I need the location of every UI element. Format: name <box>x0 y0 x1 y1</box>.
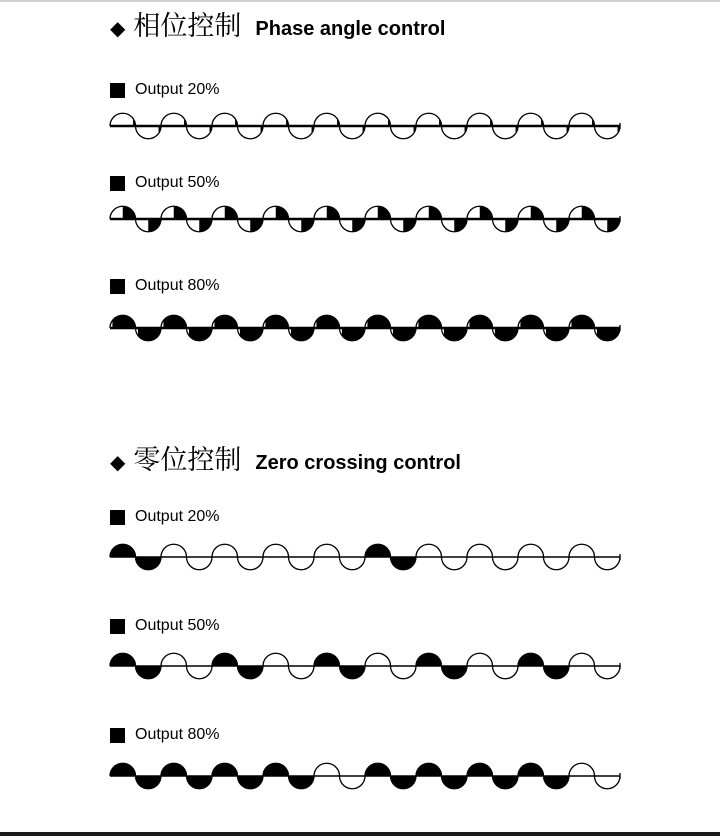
positive-half-cycle <box>212 315 238 328</box>
section-title-en: Phase angle control <box>255 18 446 40</box>
negative-half-cycle-off <box>493 557 519 570</box>
diamond-bullet-icon: ◆ <box>110 450 126 474</box>
positive-half-cycle-on <box>212 653 238 666</box>
section-title-en: Zero crossing control <box>255 452 461 474</box>
positive-half-cycle-off <box>161 653 187 666</box>
square-bullet-icon <box>110 510 125 525</box>
negative-half-cycle <box>595 126 621 139</box>
negative-half-cycle-off <box>289 666 315 679</box>
conduction-fill <box>607 219 620 232</box>
negative-half-cycle <box>187 219 213 232</box>
positive-half-cycle-off <box>365 653 391 666</box>
half-wave-outline <box>314 113 340 126</box>
waveform-zero-20 <box>106 537 620 581</box>
conduction-fill <box>429 206 442 219</box>
half-wave-outline <box>391 126 417 139</box>
positive-half-cycle-off <box>569 763 595 776</box>
half-wave-outline <box>340 126 366 139</box>
square-bullet-icon <box>110 83 125 98</box>
positive-half-cycle-on <box>518 653 544 666</box>
positive-half-cycle <box>110 206 136 219</box>
positive-half-cycle-on <box>416 763 442 776</box>
square-bullet-icon <box>110 279 125 294</box>
positive-half-cycle <box>569 315 595 328</box>
row-label-text: Output 80% <box>135 277 220 294</box>
negative-half-cycle-off <box>595 776 621 789</box>
negative-half-cycle-on <box>289 776 315 789</box>
half-wave-outline <box>365 113 391 126</box>
row-label-phase-80 <box>110 277 220 295</box>
positive-half-cycle-on <box>161 763 187 776</box>
positive-half-cycle <box>416 113 442 126</box>
positive-half-cycle <box>467 206 493 219</box>
waveform-phase-20 <box>106 106 620 150</box>
conduction-fill <box>327 206 340 219</box>
negative-half-cycle-on <box>238 776 264 789</box>
half-wave-outline <box>110 113 136 126</box>
conduction-fill <box>378 206 391 219</box>
negative-half-cycle-off <box>442 557 468 570</box>
waveform-phase-80 <box>106 308 620 352</box>
positive-half-cycle <box>518 113 544 126</box>
positive-half-cycle-on <box>110 763 136 776</box>
row-label-zero-80 <box>110 726 220 744</box>
negative-half-cycle <box>187 328 213 341</box>
negative-half-cycle <box>493 219 519 232</box>
square-bullet-icon <box>110 619 125 634</box>
negative-half-cycle-on <box>391 776 417 789</box>
positive-half-cycle <box>467 315 493 328</box>
negative-half-cycle-on <box>238 666 264 679</box>
conduction-fill <box>199 219 212 232</box>
half-wave-outline <box>518 113 544 126</box>
top-rule <box>0 0 720 2</box>
positive-half-cycle-on <box>314 653 340 666</box>
positive-half-cycle <box>569 206 595 219</box>
conduction-fill <box>276 206 289 219</box>
negative-half-cycle <box>442 328 468 341</box>
positive-half-cycle <box>161 206 187 219</box>
conduction-fill <box>582 206 595 219</box>
conduction-fill <box>403 219 416 232</box>
negative-half-cycle <box>391 328 417 341</box>
conduction-fill <box>505 219 518 232</box>
negative-half-cycle-off <box>238 557 264 570</box>
positive-half-cycle <box>263 113 289 126</box>
diamond-bullet-icon: ◆ <box>110 16 126 40</box>
positive-half-cycle-on <box>110 544 136 557</box>
negative-half-cycle-off <box>340 776 366 789</box>
negative-half-cycle-off <box>595 557 621 570</box>
waveform-zero-80 <box>106 756 620 800</box>
positive-half-cycle-off <box>467 653 493 666</box>
row-label-phase-50 <box>110 174 220 192</box>
half-wave-outline <box>467 113 493 126</box>
positive-half-cycle-off <box>518 544 544 557</box>
positive-half-cycle-on <box>263 763 289 776</box>
positive-half-cycle <box>518 206 544 219</box>
negative-half-cycle-on <box>442 666 468 679</box>
negative-half-cycle <box>289 126 315 139</box>
negative-half-cycle-off <box>493 666 519 679</box>
positive-half-cycle <box>416 315 442 328</box>
negative-half-cycle-on <box>544 666 570 679</box>
negative-half-cycle <box>136 219 162 232</box>
positive-half-cycle-off <box>314 544 340 557</box>
negative-half-cycle <box>493 328 519 341</box>
negative-half-cycle <box>238 219 264 232</box>
positive-half-cycle <box>518 315 544 328</box>
negative-half-cycle <box>238 328 264 341</box>
negative-half-cycle-on <box>136 666 162 679</box>
positive-half-cycle <box>365 315 391 328</box>
positive-half-cycle-off <box>416 544 442 557</box>
negative-half-cycle-off <box>340 557 366 570</box>
row-label-text: Output 20% <box>135 81 220 98</box>
waveform-zero-50 <box>106 646 620 690</box>
positive-half-cycle-off <box>161 544 187 557</box>
negative-half-cycle-off <box>391 666 417 679</box>
positive-half-cycle <box>212 113 238 126</box>
positive-half-cycle <box>416 206 442 219</box>
square-bullet-icon <box>110 176 125 191</box>
row-label-zero-50 <box>110 617 220 635</box>
negative-half-cycle <box>136 126 162 139</box>
positive-half-cycle-on <box>365 763 391 776</box>
negative-half-cycle-on <box>391 557 417 570</box>
negative-half-cycle <box>340 328 366 341</box>
positive-half-cycle-on <box>365 544 391 557</box>
negative-half-cycle <box>136 328 162 341</box>
positive-half-cycle <box>110 315 136 328</box>
conduction-fill <box>148 219 161 232</box>
negative-half-cycle <box>442 126 468 139</box>
negative-half-cycle-on <box>442 776 468 789</box>
square-bullet-icon <box>110 728 125 743</box>
negative-half-cycle <box>187 126 213 139</box>
half-wave-outline <box>289 126 315 139</box>
half-wave-outline <box>263 113 289 126</box>
positive-half-cycle <box>314 113 340 126</box>
conduction-fill <box>352 219 365 232</box>
negative-half-cycle <box>544 219 570 232</box>
half-wave-outline <box>595 126 621 139</box>
conduction-fill <box>301 219 314 232</box>
positive-half-cycle <box>365 206 391 219</box>
positive-half-cycle <box>212 206 238 219</box>
positive-half-cycle-off <box>467 544 493 557</box>
negative-half-cycle-off <box>544 557 570 570</box>
negative-half-cycle <box>595 219 621 232</box>
waveform-phase-50 <box>106 199 620 243</box>
bottom-rule <box>0 832 720 836</box>
positive-half-cycle-on <box>518 763 544 776</box>
positive-half-cycle-on <box>110 653 136 666</box>
section-title-cn: 零位控制 <box>133 445 242 476</box>
row-label-text: Output 50% <box>135 174 220 191</box>
negative-half-cycle-off <box>289 557 315 570</box>
positive-half-cycle-on <box>416 653 442 666</box>
negative-half-cycle-on <box>340 666 366 679</box>
half-wave-outline <box>187 126 213 139</box>
negative-half-cycle-off <box>595 666 621 679</box>
negative-half-cycle-on <box>493 776 519 789</box>
half-wave-outline <box>569 113 595 126</box>
positive-half-cycle <box>161 315 187 328</box>
row-label-zero-20 <box>110 508 220 526</box>
negative-half-cycle-off <box>187 666 213 679</box>
negative-half-cycle <box>289 219 315 232</box>
positive-half-cycle-on <box>212 763 238 776</box>
half-wave-outline <box>161 113 187 126</box>
negative-half-cycle <box>391 219 417 232</box>
row-label-text: Output 50% <box>135 617 220 634</box>
negative-half-cycle-on <box>136 776 162 789</box>
negative-half-cycle-on <box>187 776 213 789</box>
negative-half-cycle <box>289 328 315 341</box>
positive-half-cycle-on <box>467 763 493 776</box>
positive-half-cycle <box>161 113 187 126</box>
negative-half-cycle <box>340 126 366 139</box>
positive-half-cycle <box>263 206 289 219</box>
conduction-fill <box>174 206 187 219</box>
half-wave-outline <box>212 113 238 126</box>
conduction-fill <box>531 206 544 219</box>
half-wave-outline <box>416 113 442 126</box>
negative-half-cycle <box>544 328 570 341</box>
positive-half-cycle <box>314 206 340 219</box>
conduction-fill <box>225 206 238 219</box>
conduction-fill <box>123 206 136 219</box>
positive-half-cycle <box>467 113 493 126</box>
negative-half-cycle <box>442 219 468 232</box>
positive-half-cycle <box>263 315 289 328</box>
conduction-fill <box>556 219 569 232</box>
positive-half-cycle <box>569 113 595 126</box>
positive-half-cycle-off <box>263 544 289 557</box>
negative-half-cycle <box>391 126 417 139</box>
half-wave-outline <box>544 126 570 139</box>
negative-half-cycle <box>493 126 519 139</box>
half-wave-outline <box>442 126 468 139</box>
negative-half-cycle-off <box>187 557 213 570</box>
positive-half-cycle <box>314 315 340 328</box>
positive-half-cycle-off <box>212 544 238 557</box>
negative-half-cycle <box>544 126 570 139</box>
positive-half-cycle-off <box>569 653 595 666</box>
row-label-phase-20 <box>110 81 220 99</box>
conduction-fill <box>250 219 263 232</box>
positive-half-cycle <box>110 113 136 126</box>
section-title-cn: 相位控制 <box>133 11 242 42</box>
negative-half-cycle <box>595 328 621 341</box>
negative-half-cycle-on <box>136 557 162 570</box>
negative-half-cycle <box>238 126 264 139</box>
positive-half-cycle-off <box>263 653 289 666</box>
half-wave-outline <box>493 126 519 139</box>
negative-half-cycle-on <box>544 776 570 789</box>
negative-half-cycle <box>340 219 366 232</box>
section-title-phase <box>110 4 445 43</box>
half-wave-outline <box>238 126 264 139</box>
section-title-zero <box>110 438 461 477</box>
conduction-fill <box>454 219 467 232</box>
conduction-fill <box>480 206 493 219</box>
positive-half-cycle <box>365 113 391 126</box>
half-wave-outline <box>136 126 162 139</box>
row-label-text: Output 80% <box>135 726 220 743</box>
positive-half-cycle-off <box>569 544 595 557</box>
row-label-text: Output 20% <box>135 508 220 525</box>
positive-half-cycle-off <box>314 763 340 776</box>
